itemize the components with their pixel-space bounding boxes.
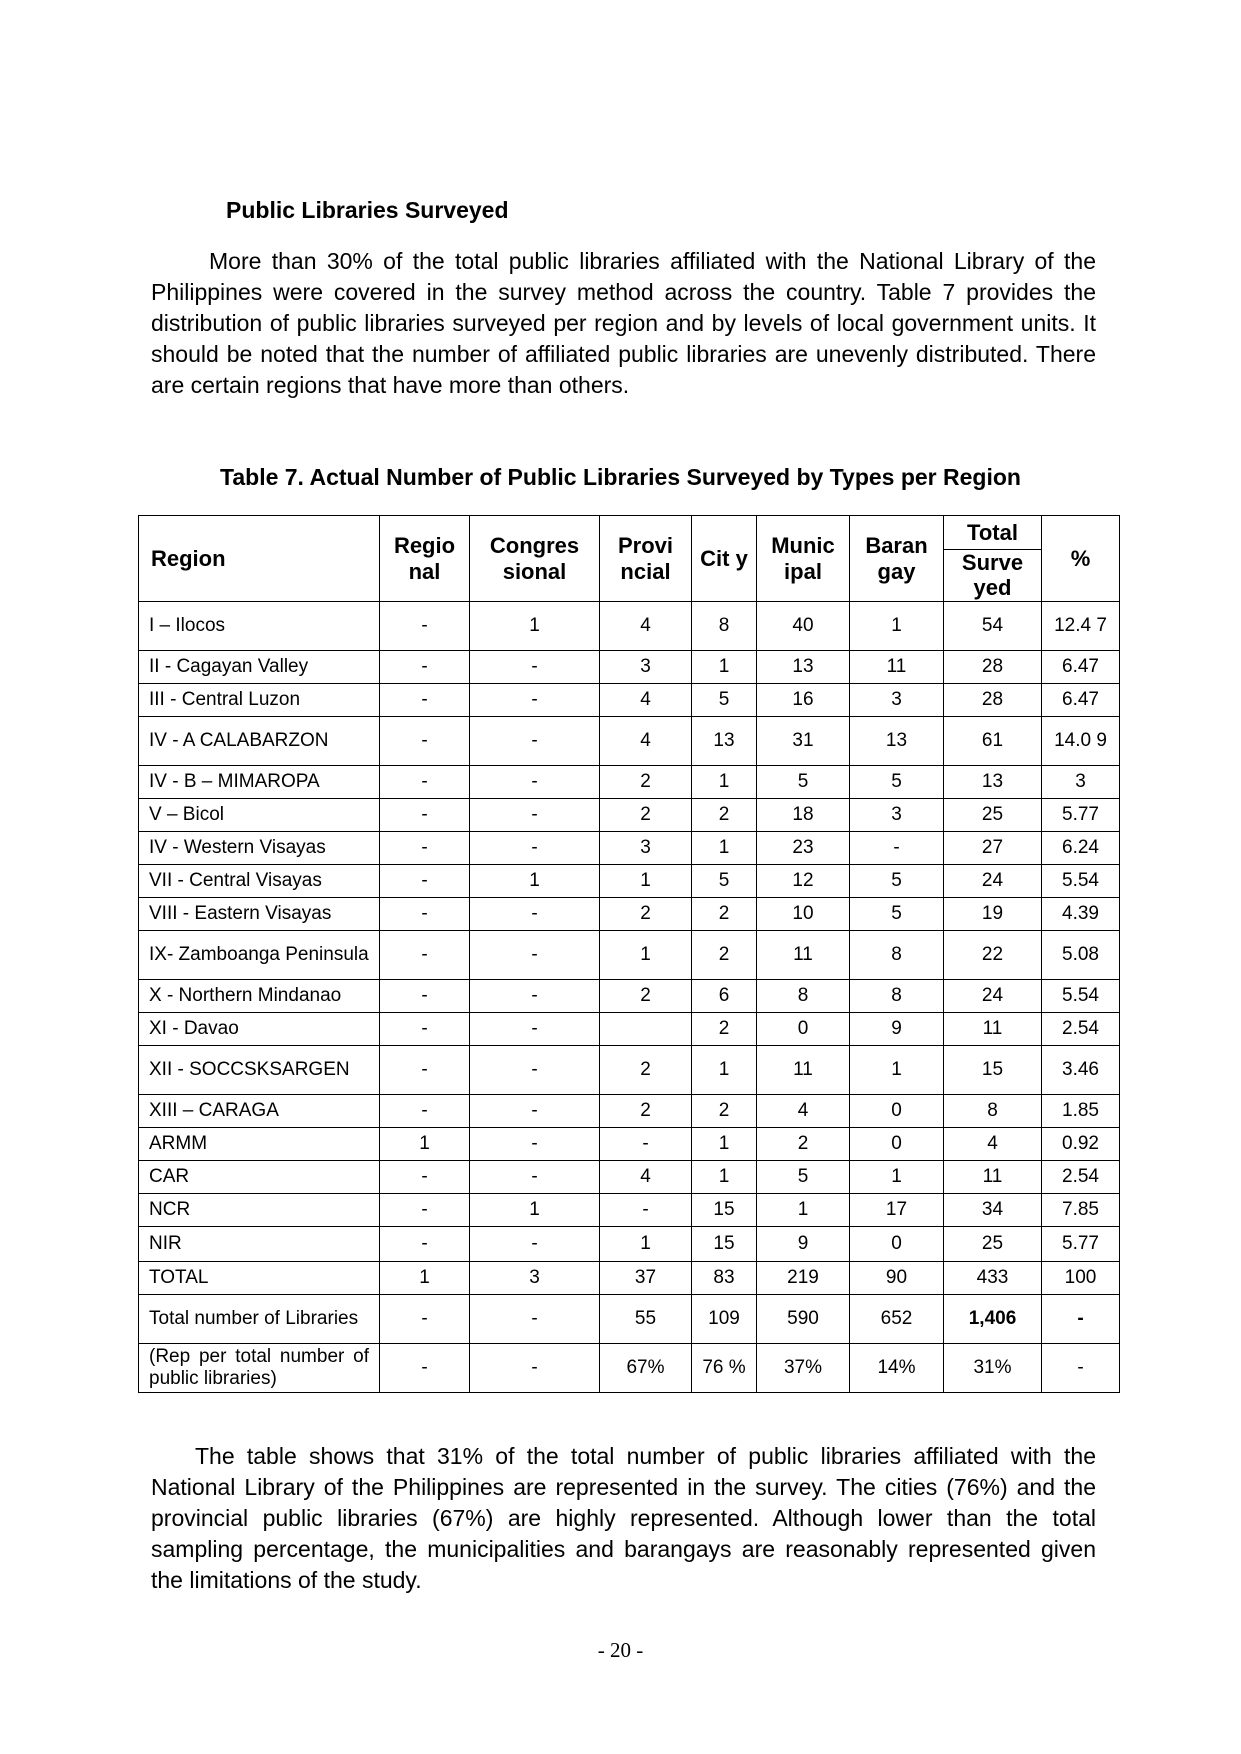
cell-percent: 2.54 xyxy=(1042,1013,1120,1046)
cell-city: 1 xyxy=(692,832,757,865)
cell-total: 19 xyxy=(944,898,1042,931)
cell-percent: 3.46 xyxy=(1042,1046,1120,1095)
cell-congressional: - xyxy=(470,1095,600,1128)
cell-regional: - xyxy=(380,1194,470,1227)
table-row xyxy=(139,684,1120,717)
cell-city: 2 xyxy=(692,1095,757,1128)
cell-city: 1 xyxy=(692,1161,757,1194)
cell-provincial: - xyxy=(600,1194,692,1227)
cell-barangay: 9 xyxy=(850,1013,944,1046)
table-caption: Table 7. Actual Number of Public Libraries Surveyed by Types per Region xyxy=(220,464,1021,490)
table-row xyxy=(139,1046,1120,1095)
cell-regional: - xyxy=(380,865,470,898)
cell-total: 11 xyxy=(944,1013,1042,1046)
cell-percent: 7.85 xyxy=(1042,1194,1120,1227)
cell-congressional: - xyxy=(470,799,600,832)
table-header-row xyxy=(139,516,1120,602)
header-barangay: Baran gay xyxy=(850,516,944,602)
cell-provincial: 2 xyxy=(600,980,692,1013)
cell-percent: 6.47 xyxy=(1042,651,1120,684)
cell-congressional: - xyxy=(470,1295,600,1344)
header-provincial: Provi ncial xyxy=(600,516,692,602)
cell-regional: - xyxy=(380,832,470,865)
cell-municipal: 11 xyxy=(757,1046,850,1095)
cell-municipal: 2 xyxy=(757,1128,850,1161)
cell-regional: - xyxy=(380,1227,470,1262)
cell-city: 2 xyxy=(692,931,757,980)
cell-municipal: 13 xyxy=(757,651,850,684)
cell-city: 2 xyxy=(692,1013,757,1046)
cell-total: 27 xyxy=(944,832,1042,865)
cell-provincial: 3 xyxy=(600,832,692,865)
cell-congressional: - xyxy=(470,766,600,799)
cell-barangay: 5 xyxy=(850,898,944,931)
table-row xyxy=(139,766,1120,799)
cell-city: 13 xyxy=(692,717,757,766)
cell-city: 1 xyxy=(692,651,757,684)
cell-provincial: 3 xyxy=(600,651,692,684)
cell-percent: 6.47 xyxy=(1042,684,1120,717)
cell-total: 25 xyxy=(944,1227,1042,1262)
cell-regional: - xyxy=(380,1013,470,1046)
cell-barangay: 90 xyxy=(850,1262,944,1295)
header-region: Region xyxy=(139,516,380,602)
cell-regional: - xyxy=(380,898,470,931)
cell-barangay: 13 xyxy=(850,717,944,766)
closing-paragraph: The table shows that 31% of the total number of public libraries affiliated with the National Library of the Philippines are represented in the survey. The cities (76%) and the provincial public libraries (67%) are highly represented. Although lower than the total sampling percentage, the municipalities and barangays are reasonably represented given the limitations of the study. xyxy=(151,1443,1096,1593)
cell-barangay: 1 xyxy=(850,1046,944,1095)
cell-barangay: 3 xyxy=(850,799,944,832)
table-row xyxy=(139,1262,1120,1295)
cell-region: (Rep per total number of public libraries) xyxy=(139,1344,380,1393)
table-body xyxy=(139,602,1120,1393)
cell-municipal: 5 xyxy=(757,766,850,799)
cell-regional: - xyxy=(380,799,470,832)
cell-total: 54 xyxy=(944,602,1042,651)
cell-regional: - xyxy=(380,1095,470,1128)
cell-regional: - xyxy=(380,602,470,651)
table-row xyxy=(139,651,1120,684)
cell-region: XIII – CARAGA xyxy=(139,1095,380,1128)
table-row xyxy=(139,1161,1120,1194)
cell-total: 24 xyxy=(944,865,1042,898)
cell-provincial: 1 xyxy=(600,1227,692,1262)
cell-congressional: - xyxy=(470,1046,600,1095)
cell-percent: 5.77 xyxy=(1042,1227,1120,1262)
cell-municipal: 16 xyxy=(757,684,850,717)
cell-congressional: - xyxy=(470,1227,600,1262)
cell-region: IV - A CALABARZON xyxy=(139,717,380,766)
cell-barangay: 5 xyxy=(850,865,944,898)
cell-city: 2 xyxy=(692,799,757,832)
cell-region: IV - B – MIMAROPA xyxy=(139,766,380,799)
cell-municipal: 219 xyxy=(757,1262,850,1295)
cell-city: 76 % xyxy=(692,1344,757,1393)
section-heading: Public Libraries Surveyed xyxy=(226,197,509,223)
cell-regional: - xyxy=(380,651,470,684)
cell-percent: 100 xyxy=(1042,1262,1120,1295)
cell-total: 25 xyxy=(944,799,1042,832)
cell-congressional: 1 xyxy=(470,1194,600,1227)
table-row xyxy=(139,1095,1120,1128)
header-municipal: Munic ipal xyxy=(757,516,850,602)
cell-congressional: - xyxy=(470,684,600,717)
cell-municipal: 590 xyxy=(757,1295,850,1344)
cell-congressional: - xyxy=(470,1161,600,1194)
cell-congressional: - xyxy=(470,980,600,1013)
cell-barangay: 0 xyxy=(850,1227,944,1262)
table-row xyxy=(139,1227,1120,1262)
cell-total: 13 xyxy=(944,766,1042,799)
cell-region: NIR xyxy=(139,1227,380,1262)
cell-regional: - xyxy=(380,931,470,980)
intro-paragraph: More than 30% of the total public libraries affiliated with the National Library of the Philippines were covered in the survey method across the country. Table 7 provides the distribution of public libraries surveyed per region and by levels of local government units. It should be noted that the number of affiliated public libraries are unevenly distributed. There are certain regions that have more than others. xyxy=(151,248,1096,398)
cell-total: 4 xyxy=(944,1128,1042,1161)
table-row xyxy=(139,1013,1120,1046)
cell-barangay: 11 xyxy=(850,651,944,684)
cell-percent: 2.54 xyxy=(1042,1161,1120,1194)
cell-city: 15 xyxy=(692,1227,757,1262)
cell-percent: 14.0 9 xyxy=(1042,717,1120,766)
cell-percent: 4.39 xyxy=(1042,898,1120,931)
cell-municipal: 8 xyxy=(757,980,850,1013)
cell-congressional: - xyxy=(470,651,600,684)
table-row xyxy=(139,1194,1120,1227)
cell-municipal: 11 xyxy=(757,931,850,980)
cell-percent: 5.08 xyxy=(1042,931,1120,980)
cell-percent: 0.92 xyxy=(1042,1128,1120,1161)
cell-total: 61 xyxy=(944,717,1042,766)
cell-region: Total number of Libraries xyxy=(139,1295,380,1344)
cell-region: III - Central Luzon xyxy=(139,684,380,717)
table-row xyxy=(139,980,1120,1013)
cell-congressional: - xyxy=(470,1128,600,1161)
table-row xyxy=(139,602,1120,651)
cell-regional: - xyxy=(380,1344,470,1393)
header-total-top: Total xyxy=(944,517,1041,550)
libraries-table xyxy=(138,515,1120,1393)
cell-regional: - xyxy=(380,1295,470,1344)
cell-total: 22 xyxy=(944,931,1042,980)
cell-city: 1 xyxy=(692,766,757,799)
cell-municipal: 23 xyxy=(757,832,850,865)
cell-provincial: 4 xyxy=(600,1161,692,1194)
cell-barangay: 8 xyxy=(850,980,944,1013)
cell-provincial: 1 xyxy=(600,931,692,980)
table-row xyxy=(139,799,1120,832)
cell-barangay: 0 xyxy=(850,1128,944,1161)
cell-provincial xyxy=(600,1013,692,1046)
cell-barangay: 8 xyxy=(850,931,944,980)
cell-provincial: 2 xyxy=(600,1095,692,1128)
cell-provincial: 4 xyxy=(600,684,692,717)
cell-congressional: 1 xyxy=(470,865,600,898)
cell-city: 5 xyxy=(692,684,757,717)
header-city: Cit y xyxy=(692,516,757,602)
cell-provincial: 4 xyxy=(600,717,692,766)
table-row xyxy=(139,832,1120,865)
cell-provincial: 2 xyxy=(600,1046,692,1095)
cell-city: 15 xyxy=(692,1194,757,1227)
cell-total: 28 xyxy=(944,684,1042,717)
cell-region: VII - Central Visayas xyxy=(139,865,380,898)
cell-regional: - xyxy=(380,1161,470,1194)
cell-total: 31% xyxy=(944,1344,1042,1393)
cell-barangay: 17 xyxy=(850,1194,944,1227)
cell-total: 15 xyxy=(944,1046,1042,1095)
cell-city: 1 xyxy=(692,1128,757,1161)
cell-total: 34 xyxy=(944,1194,1042,1227)
cell-barangay: 652 xyxy=(850,1295,944,1344)
cell-percent: 1.85 xyxy=(1042,1095,1120,1128)
table-row xyxy=(139,865,1120,898)
table-row xyxy=(139,898,1120,931)
cell-city: 109 xyxy=(692,1295,757,1344)
cell-provincial: 67% xyxy=(600,1344,692,1393)
cell-total: 11 xyxy=(944,1161,1042,1194)
header-percent: % xyxy=(1042,516,1120,602)
cell-congressional: - xyxy=(470,832,600,865)
header-regional: Regio nal xyxy=(380,516,470,602)
cell-barangay: 5 xyxy=(850,766,944,799)
table-row xyxy=(139,931,1120,980)
cell-barangay: 14% xyxy=(850,1344,944,1393)
cell-city: 6 xyxy=(692,980,757,1013)
cell-percent: - xyxy=(1042,1295,1120,1344)
cell-percent: 12.4 7 xyxy=(1042,602,1120,651)
cell-municipal: 9 xyxy=(757,1227,850,1262)
cell-region: X - Northern Mindanao xyxy=(139,980,380,1013)
cell-percent: 5.77 xyxy=(1042,799,1120,832)
cell-municipal: 40 xyxy=(757,602,850,651)
cell-region: NCR xyxy=(139,1194,380,1227)
cell-provincial: 4 xyxy=(600,602,692,651)
cell-region: XI - Davao xyxy=(139,1013,380,1046)
header-congressional: Congres sional xyxy=(470,516,600,602)
cell-barangay: - xyxy=(850,832,944,865)
cell-city: 83 xyxy=(692,1262,757,1295)
cell-municipal: 5 xyxy=(757,1161,850,1194)
cell-regional: - xyxy=(380,684,470,717)
cell-municipal: 12 xyxy=(757,865,850,898)
cell-region: IX- Zamboanga Peninsula xyxy=(139,931,380,980)
cell-provincial: 2 xyxy=(600,799,692,832)
cell-congressional: - xyxy=(470,1013,600,1046)
header-total-surveyed xyxy=(944,516,1042,602)
cell-region: CAR xyxy=(139,1161,380,1194)
cell-region: V – Bicol xyxy=(139,799,380,832)
table-row xyxy=(139,717,1120,766)
cell-congressional: - xyxy=(470,931,600,980)
cell-region: XII - SOCCSKSARGEN xyxy=(139,1046,380,1095)
cell-city: 2 xyxy=(692,898,757,931)
cell-region: TOTAL xyxy=(139,1262,380,1295)
cell-provincial: 37 xyxy=(600,1262,692,1295)
table-row xyxy=(139,1295,1120,1344)
cell-municipal: 37% xyxy=(757,1344,850,1393)
cell-total: 433 xyxy=(944,1262,1042,1295)
cell-city: 5 xyxy=(692,865,757,898)
cell-municipal: 10 xyxy=(757,898,850,931)
cell-congressional: - xyxy=(470,1344,600,1393)
cell-congressional: 1 xyxy=(470,602,600,651)
page-number: - 20 - xyxy=(597,1638,644,1662)
cell-congressional: - xyxy=(470,717,600,766)
cell-barangay: 3 xyxy=(850,684,944,717)
cell-total: 1,406 xyxy=(944,1295,1042,1344)
cell-provincial: 2 xyxy=(600,766,692,799)
table-row xyxy=(139,1128,1120,1161)
cell-regional: - xyxy=(380,1046,470,1095)
cell-municipal: 31 xyxy=(757,717,850,766)
cell-congressional: 3 xyxy=(470,1262,600,1295)
cell-percent: - xyxy=(1042,1344,1120,1393)
cell-region: II - Cagayan Valley xyxy=(139,651,380,684)
cell-region: VIII - Eastern Visayas xyxy=(139,898,380,931)
cell-provincial: 1 xyxy=(600,865,692,898)
cell-regional: 1 xyxy=(380,1262,470,1295)
cell-barangay: 1 xyxy=(850,602,944,651)
cell-city: 8 xyxy=(692,602,757,651)
cell-barangay: 0 xyxy=(850,1095,944,1128)
cell-provincial: 2 xyxy=(600,898,692,931)
cell-total: 8 xyxy=(944,1095,1042,1128)
cell-region: ARMM xyxy=(139,1128,380,1161)
cell-congressional: - xyxy=(470,898,600,931)
cell-region: I – Ilocos xyxy=(139,602,380,651)
cell-regional: - xyxy=(380,766,470,799)
cell-municipal: 0 xyxy=(757,1013,850,1046)
cell-barangay: 1 xyxy=(850,1161,944,1194)
cell-region: IV - Western Visayas xyxy=(139,832,380,865)
cell-provincial: 55 xyxy=(600,1295,692,1344)
cell-provincial: - xyxy=(600,1128,692,1161)
cell-city: 1 xyxy=(692,1046,757,1095)
header-total-bottom: Surve yed xyxy=(961,550,1024,600)
cell-regional: - xyxy=(380,717,470,766)
cell-percent: 3 xyxy=(1042,766,1120,799)
cell-municipal: 4 xyxy=(757,1095,850,1128)
table-row xyxy=(139,1344,1120,1393)
cell-regional: - xyxy=(380,980,470,1013)
cell-percent: 5.54 xyxy=(1042,865,1120,898)
cell-municipal: 1 xyxy=(757,1194,850,1227)
cell-total: 28 xyxy=(944,651,1042,684)
cell-percent: 6.24 xyxy=(1042,832,1120,865)
cell-regional: 1 xyxy=(380,1128,470,1161)
cell-total: 24 xyxy=(944,980,1042,1013)
cell-percent: 5.54 xyxy=(1042,980,1120,1013)
cell-municipal: 18 xyxy=(757,799,850,832)
